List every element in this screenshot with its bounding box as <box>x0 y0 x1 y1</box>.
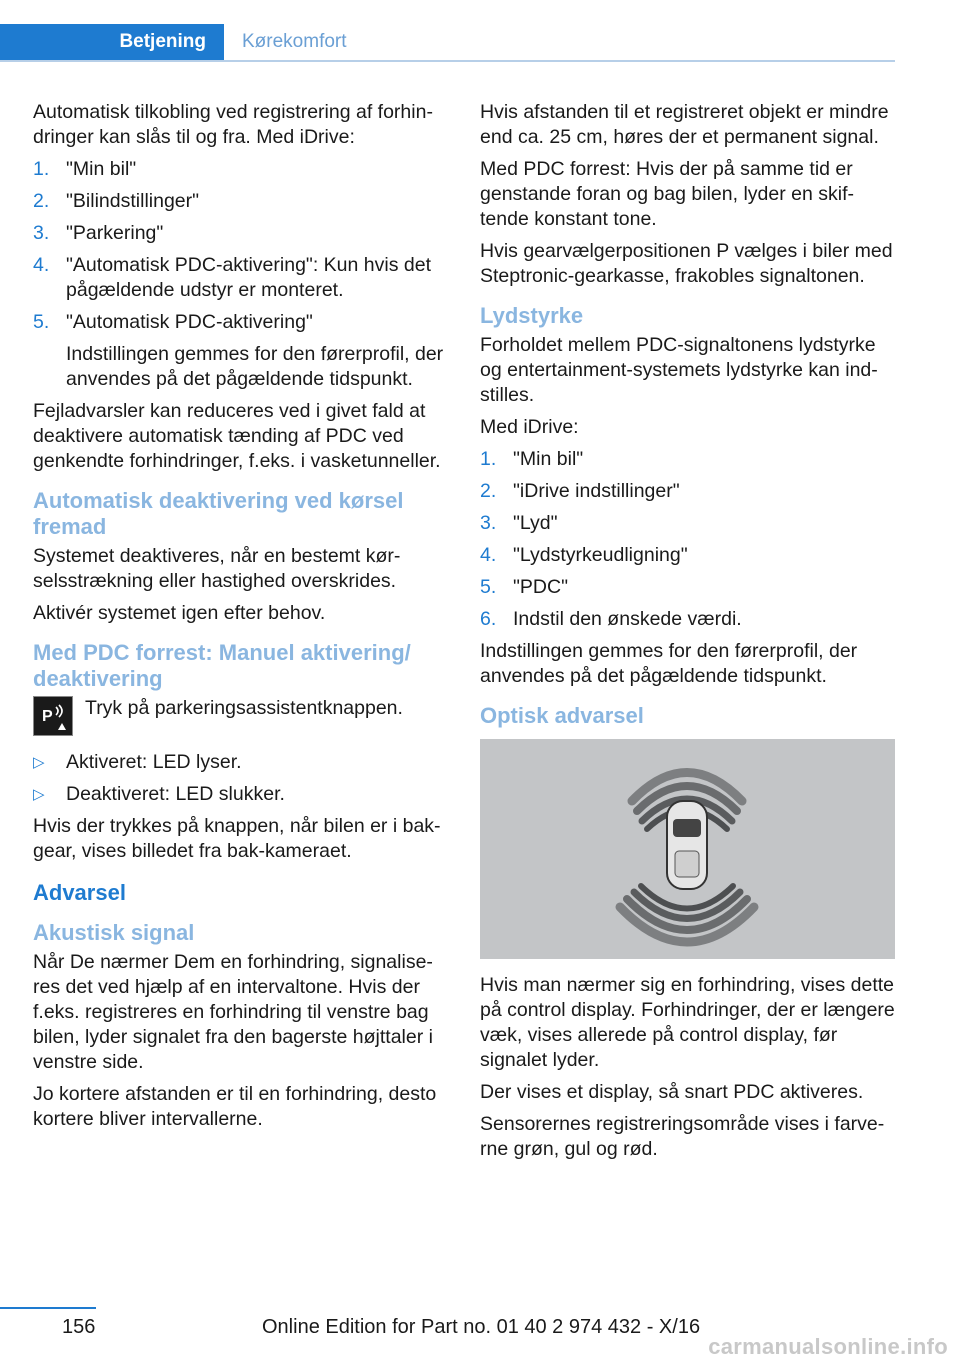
steps-list-volume <box>480 447 896 632</box>
step-number: 1. <box>33 158 50 180</box>
step-number: 5. <box>33 311 50 333</box>
intro-text: Automatisk tilkobling ved registrering af forhindringer kan slås til og fra. Med iDrive: <box>33 101 433 148</box>
list-item <box>33 782 449 807</box>
list-item <box>33 189 449 214</box>
tab-korekomfort[interactable]: Kørekomfort <box>242 31 347 52</box>
bullet-text: Aktiveret: LED lyser. <box>66 751 242 773</box>
step-subtext: Indstillingen gemmes for den førerprofil, der anvendes på det pågældende tidspunkt. <box>66 343 444 390</box>
list-item <box>33 310 449 392</box>
continuous-signal-text: Hvis afstanden til et registreret objekt er mindre end ca. 25 cm, høres der et permanent signal. <box>480 101 889 148</box>
step-text: "Min bil" <box>513 448 584 470</box>
colors-text: Sensorernes registreringsområde vises i farverne grøn, gul og rød. <box>480 1113 885 1160</box>
step-number: 4. <box>33 254 50 276</box>
led-status-list <box>33 750 449 807</box>
step-number: 2. <box>480 480 497 502</box>
step-text: "Parkering" <box>66 222 164 244</box>
step-text: "iDrive indstillinger" <box>513 480 680 502</box>
step-number: 5. <box>480 576 497 598</box>
list-item <box>33 221 449 246</box>
list-item <box>33 750 449 775</box>
step-number: 3. <box>33 222 50 244</box>
step-text: "Bilindstillinger" <box>66 190 200 212</box>
volume-text: Forholdet mellem PDC-signaltonens lydstyrke og entertainment-systemets lydstyrke kan indstilles. <box>480 334 878 406</box>
step-number: 3. <box>480 512 497 534</box>
bullet-text: Deaktiveret: LED slukker. <box>66 783 285 805</box>
display-text-2: Der vises et display, så snart PDC aktiveres. <box>480 1081 864 1103</box>
steps-list-activation <box>33 157 449 392</box>
list-item <box>480 607 896 632</box>
step-number: 4. <box>480 544 497 566</box>
gear-p-text: Hvis gearvælgerpositionen P vælges i biler med Steptronic-gearkasse, frakobles signaltonen. <box>480 240 893 287</box>
saved-setting-text: Indstillingen gemmes for den førerprofil, der anvendes på det pågældende tidspunkt. <box>480 640 858 687</box>
heading-optical-warning: Optisk advarsel <box>480 703 644 728</box>
step-text: "Min bil" <box>66 158 137 180</box>
triangle-bullet-icon: ▷ <box>33 754 45 771</box>
footer-divider <box>0 1307 96 1309</box>
step-number: 1. <box>480 448 497 470</box>
reverse-camera-text: Hvis der trykkes på knappen, når bilen er i bakgear, vises billedet fra bak-kameraet. <box>33 815 441 862</box>
right-column <box>480 100 896 1169</box>
step-text: "PDC" <box>513 576 569 598</box>
list-item <box>480 575 896 600</box>
step-text: Indstil den ønskede værdi. <box>513 608 742 630</box>
reactivate-text: Aktivér systemet igen efter behov. <box>33 602 326 624</box>
watermark: carmanualsonline.info <box>708 1334 948 1359</box>
list-item <box>480 543 896 568</box>
list-item <box>33 157 449 182</box>
front-rear-text: Med PDC forrest: Hvis der på samme tid er genstande foran og bag bilen, lyder en skiftende konstant tone. <box>480 158 855 230</box>
pdc-display-illustration <box>480 739 895 959</box>
pdc-button-row <box>33 696 449 736</box>
step-text: "Automatisk PDC-aktivering": Kun hvis det pågældende udstyr er monteret. <box>66 254 431 301</box>
step-number: 2. <box>33 190 50 212</box>
tab-betjening[interactable]: Betjening <box>0 24 224 60</box>
step-text: "Lydstyrkeudligning" <box>513 544 688 566</box>
step-text: "Lyd" <box>513 512 558 534</box>
heading-manual-activation: Med PDC forrest: Manuel aktivering/ deaktivering <box>33 640 411 691</box>
header-bar <box>0 24 895 62</box>
interval-text: Jo kortere afstanden er til en forhindring, desto kortere bliver intervallerne. <box>33 1083 437 1130</box>
list-item <box>33 253 449 303</box>
heading-acoustic-signal: Akustisk signal <box>33 920 195 945</box>
list-item <box>480 447 896 472</box>
display-text-1: Hvis man nærmer sig en forhindring, vises dette på control display. Forhindringer, der er længere væk, vises allerede på control display, før signalet lyder. <box>480 974 895 1071</box>
list-item <box>480 479 896 504</box>
fault-warning-text: Fejladvarsler kan reduceres ved i givet fald at deaktivere automatisk tænding af PDC ved genkendte forhindringer, f.eks. i vasketunneller. <box>33 400 441 472</box>
step-text: "Automatisk PDC-aktivering" <box>66 311 313 333</box>
press-button-text: Tryk på parkeringsassistentknappen. <box>85 697 403 719</box>
header-divider <box>0 60 895 62</box>
heading-warning: Advarsel <box>33 880 126 905</box>
auto-off-text: Systemet deaktiveres, når en bestemt kørselsstrækning eller hastighed overskrides. <box>33 545 401 592</box>
left-column <box>33 100 449 1139</box>
list-item <box>480 511 896 536</box>
idrive-text: Med iDrive: <box>480 416 579 438</box>
acoustic-text: Når De nærmer Dem en forhindring, signaliseres det ved hjælp af en intervaltone. Hvis der f.eks. registreres en forhindring til venstre bag bilen, lyder signalet fra den bagerste højttaler i venstre side. <box>33 951 433 1073</box>
triangle-bullet-icon: ▷ <box>33 786 45 803</box>
edition-text: Online Edition for Part no. 01 40 2 974 432 - X/16 <box>262 1316 701 1338</box>
heading-volume: Lydstyrke <box>480 303 584 328</box>
svg-text:P: P <box>42 708 53 725</box>
page-number: 156 <box>62 1316 96 1338</box>
heading-auto-deactivation: Automatisk deaktivering ved kørsel fremad <box>33 488 404 539</box>
parking-assistant-button-icon <box>33 696 73 736</box>
step-number: 6. <box>480 608 497 630</box>
